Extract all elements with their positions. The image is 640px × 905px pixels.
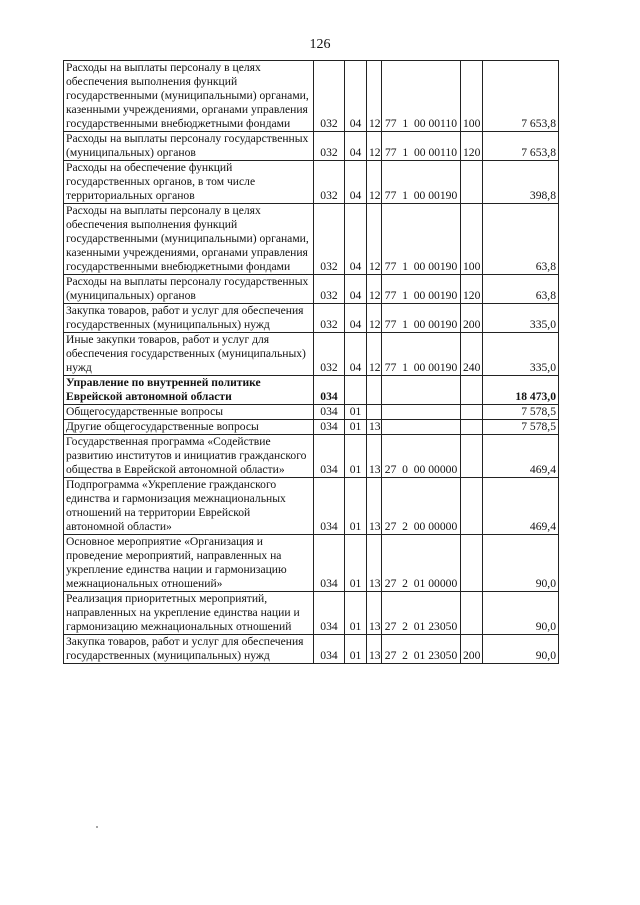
- table-row: [64, 61, 559, 132]
- expense-type-code: 120: [461, 275, 483, 304]
- subprogram-code: 1: [402, 318, 408, 331]
- expense-type-code: 240: [461, 333, 483, 376]
- amount: 398,8: [483, 161, 559, 204]
- section-code: 04: [345, 61, 367, 132]
- main-event-code: 00: [413, 189, 426, 202]
- table-row: [64, 376, 559, 405]
- subsection-code: [367, 405, 382, 420]
- main-event-code: 00: [413, 260, 426, 273]
- section-code: 04: [345, 204, 367, 275]
- subprogram-code: 1: [402, 289, 408, 302]
- target-article-code: [382, 420, 461, 435]
- direction-code: 00000: [428, 520, 458, 533]
- expense-type-code: 120: [461, 132, 483, 161]
- table-row: [64, 535, 559, 592]
- amount: 7 578,5: [483, 405, 559, 420]
- amount: 18 473,0: [483, 376, 559, 405]
- program-code: 77: [384, 289, 397, 302]
- main-event-code: 00: [413, 117, 426, 130]
- table-row: [64, 204, 559, 275]
- section-code: 01: [345, 535, 367, 592]
- target-article-code: [382, 333, 461, 376]
- table-row: [64, 592, 559, 635]
- direction-code: 00190: [428, 189, 458, 202]
- section-code: 01: [345, 592, 367, 635]
- expense-name: Подпрограмма «Укрепление гражданского единства и гармонизация межнациональных отношений на территории Еврейской автономной области»: [64, 478, 314, 535]
- subprogram-code: 1: [402, 117, 409, 130]
- amount: 90,0: [483, 635, 559, 664]
- direction-code: 00190: [428, 318, 458, 331]
- section-code: 04: [345, 161, 367, 204]
- expense-name: Расходы на выплаты персоналу в целях обеспечения выполнения функций государственными (муниципальными) органами, казенными учреждениями, органами управления государственными внебюджетными фондами: [64, 61, 314, 132]
- subprogram-code: 2: [402, 520, 408, 533]
- expense-name: Реализация приоритетных мероприятий, направленных на укрепление единства нации и гармонизацию межнациональных отношений: [64, 592, 314, 635]
- subsection-code: 13: [367, 635, 382, 664]
- ministry-code: 032: [314, 333, 345, 376]
- expense-name: Закупка товаров, работ и услуг для обеспечения государственных (муниципальных) нужд: [64, 635, 314, 664]
- target-article-code: [382, 535, 461, 592]
- direction-code: 00000: [428, 463, 458, 476]
- page-number: 126: [309, 37, 331, 52]
- section-code: 01: [345, 435, 367, 478]
- expense-name: Общегосударственные вопросы: [64, 405, 314, 420]
- section-code: [345, 376, 367, 405]
- ministry-code: 032: [314, 61, 345, 132]
- target-article-code: [382, 304, 461, 333]
- ministry-code: 034: [314, 592, 345, 635]
- subsection-code: 12: [367, 333, 382, 376]
- main-event-code: 01: [413, 620, 426, 633]
- section-code: 01: [345, 478, 367, 535]
- target-article-code: [382, 204, 461, 275]
- subsection-code: 12: [367, 204, 382, 275]
- direction-code: 00190: [428, 289, 458, 302]
- expense-name: Расходы на обеспечение функций государственных органов, в том числе территориальных органов: [64, 161, 314, 204]
- program-code: 27: [384, 463, 397, 476]
- amount: 7 653,8: [483, 61, 559, 132]
- table-row: [64, 478, 559, 535]
- program-code: 27: [384, 620, 397, 633]
- main-event-code: 01: [413, 577, 426, 590]
- subsection-code: 12: [367, 275, 382, 304]
- target-article-code: [382, 275, 461, 304]
- expense-type-code: [461, 478, 483, 535]
- amount: 7 578,5: [483, 420, 559, 435]
- expense-name: Закупка товаров, работ и услуг для обеспечения государственных (муниципальных) нужд: [64, 304, 314, 333]
- direction-code: 23050: [428, 649, 458, 662]
- program-code: 77: [384, 260, 397, 273]
- direction-code: 00110: [428, 146, 458, 159]
- section-code: 04: [345, 333, 367, 376]
- expense-name: Иные закупки товаров, работ и услуг для обеспечения государственных (муниципальных) нужд: [64, 333, 314, 376]
- main-event-code: 00: [413, 146, 426, 159]
- target-article-code: [382, 478, 461, 535]
- ministry-code: 034: [314, 535, 345, 592]
- section-code: 01: [345, 420, 367, 435]
- subsection-code: 13: [367, 420, 382, 435]
- target-article-code: [382, 376, 461, 405]
- subsection-code: 13: [367, 535, 382, 592]
- program-code: 77: [384, 146, 397, 159]
- ministry-code: 032: [314, 132, 345, 161]
- main-event-code: 01: [413, 649, 426, 662]
- subprogram-code: 0: [402, 463, 408, 476]
- expense-type-code: [461, 405, 483, 420]
- budget-table: [63, 60, 559, 664]
- subprogram-code: 1: [402, 260, 408, 273]
- expense-type-code: [461, 592, 483, 635]
- expense-name: Основное мероприятие «Организация и проведение мероприятий, направленных на укрепление единства нации и гармонизацию межнациональных отношений»: [64, 535, 314, 592]
- subsection-code: 13: [367, 478, 382, 535]
- main-event-code: 00: [413, 520, 426, 533]
- direction-code: 23050: [428, 620, 458, 633]
- ministry-code: 034: [314, 420, 345, 435]
- subprogram-code: 1: [402, 189, 408, 202]
- expense-name: Расходы на выплаты персоналу государственных (муниципальных) органов: [64, 132, 314, 161]
- expense-type-code: [461, 435, 483, 478]
- subsection-code: 12: [367, 304, 382, 333]
- ministry-code: 032: [314, 204, 345, 275]
- subsection-code: [367, 376, 382, 405]
- table-row: [64, 420, 559, 435]
- direction-code: 00110: [428, 117, 458, 130]
- amount: 90,0: [483, 592, 559, 635]
- section-code: 04: [345, 132, 367, 161]
- amount: 63,8: [483, 204, 559, 275]
- amount: 90,0: [483, 535, 559, 592]
- target-article-code: [382, 435, 461, 478]
- subprogram-code: 2: [402, 620, 408, 633]
- direction-code: 00000: [428, 577, 458, 590]
- amount: 469,4: [483, 435, 559, 478]
- target-article-code: [382, 592, 461, 635]
- ministry-code: 034: [314, 405, 345, 420]
- target-article-code: [382, 132, 461, 161]
- program-code: 77: [384, 318, 397, 331]
- main-event-code: 00: [413, 318, 426, 331]
- expense-type-code: 100: [461, 61, 483, 132]
- table-row: [64, 405, 559, 420]
- direction-code: 00190: [428, 361, 458, 374]
- program-code: 77: [384, 117, 397, 130]
- target-article-code: [382, 161, 461, 204]
- expense-name: Управление по внутренней политике Еврейской автономной области: [64, 376, 314, 405]
- subsection-code: 13: [367, 435, 382, 478]
- expense-type-code: 200: [461, 304, 483, 333]
- table-row: [64, 132, 559, 161]
- expense-type-code: 200: [461, 635, 483, 664]
- ministry-code: 034: [314, 635, 345, 664]
- amount: 335,0: [483, 333, 559, 376]
- subprogram-code: 1: [402, 361, 408, 374]
- amount: 7 653,8: [483, 132, 559, 161]
- section-code: 01: [345, 635, 367, 664]
- ministry-code: 032: [314, 304, 345, 333]
- target-article-code: [382, 61, 461, 132]
- subprogram-code: 1: [402, 146, 409, 159]
- expense-type-code: [461, 161, 483, 204]
- ministry-code: 034: [314, 376, 345, 405]
- section-code: 04: [345, 275, 367, 304]
- program-code: 27: [384, 577, 397, 590]
- target-article-code: [382, 635, 461, 664]
- subsection-code: 12: [367, 61, 382, 132]
- program-code: 27: [384, 649, 397, 662]
- table-row: [64, 635, 559, 664]
- table-row: [64, 435, 559, 478]
- main-event-code: 00: [413, 289, 426, 302]
- subprogram-code: 2: [402, 649, 408, 662]
- subsection-code: 13: [367, 592, 382, 635]
- target-article-code: [382, 405, 461, 420]
- expense-name: Расходы на выплаты персоналу государственных (муниципальных) органов: [64, 275, 314, 304]
- amount: 335,0: [483, 304, 559, 333]
- subprogram-code: 2: [402, 577, 408, 590]
- section-code: 01: [345, 405, 367, 420]
- amount: 469,4: [483, 478, 559, 535]
- main-event-code: 00: [413, 463, 426, 476]
- main-event-code: 00: [413, 361, 426, 374]
- expense-type-code: 100: [461, 204, 483, 275]
- table-row: [64, 275, 559, 304]
- amount: 63,8: [483, 275, 559, 304]
- section-code: 04: [345, 304, 367, 333]
- subsection-code: 12: [367, 161, 382, 204]
- expense-type-code: [461, 420, 483, 435]
- ministry-code: 034: [314, 478, 345, 535]
- table-row: [64, 304, 559, 333]
- program-code: 77: [384, 189, 397, 202]
- ministry-code: 032: [314, 161, 345, 204]
- table-row: [64, 161, 559, 204]
- ministry-code: 032: [314, 275, 345, 304]
- scan-speck: [96, 826, 98, 828]
- expense-name: Государственная программа «Содействие развитию институтов и инициатив гражданского общества в Еврейской автономной области»: [64, 435, 314, 478]
- program-code: 27: [384, 520, 397, 533]
- expense-type-code: [461, 376, 483, 405]
- table-row: [64, 333, 559, 376]
- expense-name: Другие общегосударственные вопросы: [64, 420, 314, 435]
- expense-type-code: [461, 535, 483, 592]
- direction-code: 00190: [428, 260, 458, 273]
- subsection-code: 12: [367, 132, 382, 161]
- expense-name: Расходы на выплаты персоналу в целях обеспечения выполнения функций государственными (муниципальными) органами, казенными учреждениями, органами управления государственными внебюджетными фондами: [64, 204, 314, 275]
- program-code: 77: [384, 361, 397, 374]
- ministry-code: 034: [314, 435, 345, 478]
